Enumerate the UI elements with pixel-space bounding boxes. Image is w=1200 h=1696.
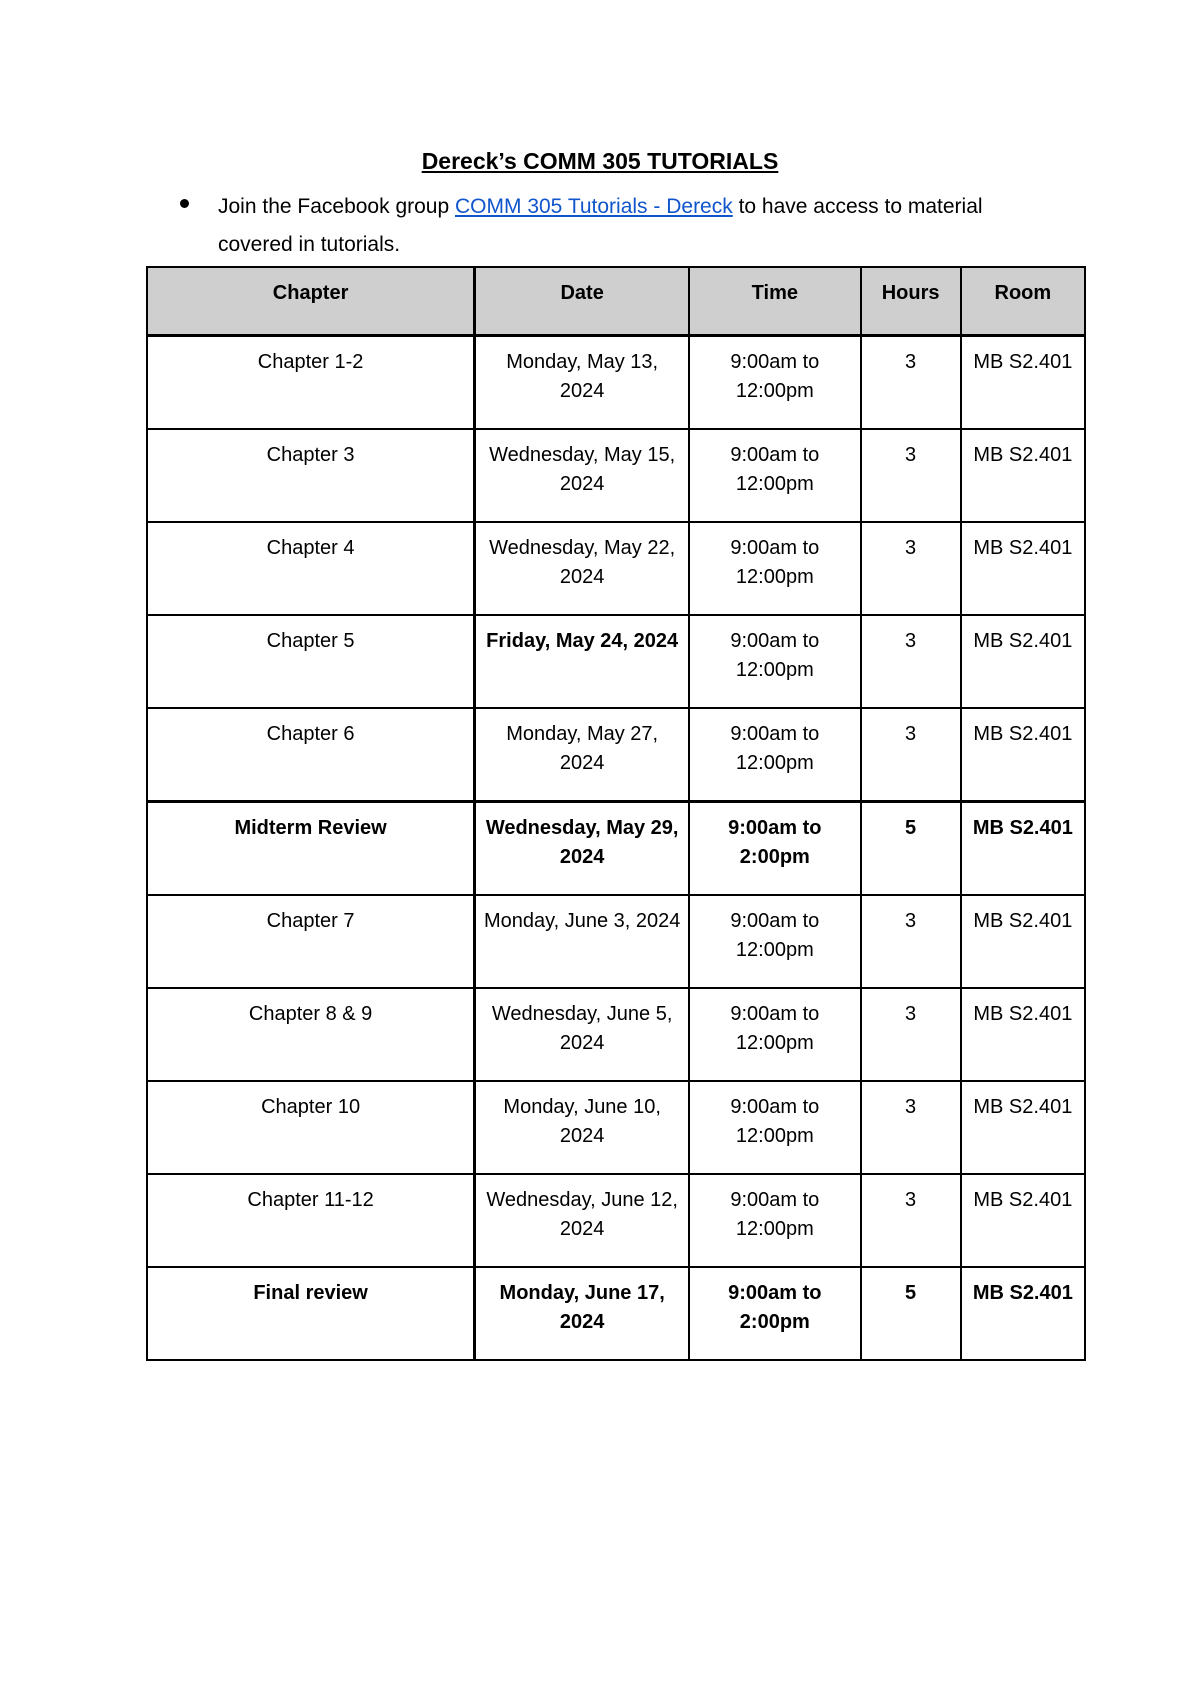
cell-hours: 3 [861,1081,961,1174]
cell-room: MB S2.401 [961,1081,1085,1174]
intro-prefix: Join the Facebook group [218,195,455,218]
cell-room: MB S2.401 [961,1174,1085,1267]
cell-room: MB S2.401 [961,429,1085,522]
table-row [147,895,1085,988]
facebook-group-link[interactable]: COMM 305 Tutorials - Dereck [455,195,733,218]
cell-time: 9:00am to 12:00pm [689,429,860,522]
table-row [147,1267,1085,1360]
cell-chapter: Chapter 4 [147,522,475,615]
cell-hours: 3 [861,988,961,1081]
cell-hours: 3 [861,615,961,708]
cell-date: Friday, May 24, 2024 [475,615,689,708]
cell-room: MB S2.401 [961,708,1085,802]
cell-hours: 3 [861,336,961,430]
table-header-row [147,267,1085,336]
table-row [147,708,1085,802]
cell-chapter: Chapter 8 & 9 [147,988,475,1081]
cell-room: MB S2.401 [961,895,1085,988]
cell-hours: 5 [861,1267,961,1360]
cell-chapter: Chapter 10 [147,1081,475,1174]
cell-time: 9:00am to 12:00pm [689,615,860,708]
intro-suffix: to have access to material covered in tutorials. [218,195,983,256]
intro-bullet [180,188,1060,264]
cell-chapter: Final review [147,1267,475,1360]
cell-chapter: Chapter 7 [147,895,475,988]
cell-time: 9:00am to 12:00pm [689,988,860,1081]
cell-date: Monday, June 3, 2024 [475,895,689,988]
table-row [147,429,1085,522]
cell-room: MB S2.401 [961,988,1085,1081]
cell-date: Wednesday, June 5, 2024 [475,988,689,1081]
table-row [147,615,1085,708]
cell-date: Wednesday, May 15, 2024 [475,429,689,522]
cell-time: 9:00am to 12:00pm [689,522,860,615]
header-date: Date [475,267,689,336]
header-hours: Hours [861,267,961,336]
table-row [147,988,1085,1081]
cell-time: 9:00am to 2:00pm [689,802,860,896]
cell-chapter: Chapter 5 [147,615,475,708]
cell-room: MB S2.401 [961,522,1085,615]
page-title: Dereck’s COMM 305 TUTORIALS [421,148,779,174]
intro-text [218,188,1060,264]
cell-hours: 3 [861,522,961,615]
cell-hours: 3 [861,1174,961,1267]
header-chapter: Chapter [147,267,475,336]
table-row [147,1081,1085,1174]
cell-date: Monday, May 13, 2024 [475,336,689,430]
cell-chapter: Chapter 3 [147,429,475,522]
cell-hours: 5 [861,802,961,896]
bullet-icon [180,199,189,208]
table-row [147,1174,1085,1267]
cell-hours: 3 [861,429,961,522]
cell-time: 9:00am to 12:00pm [689,336,860,430]
cell-time: 9:00am to 12:00pm [689,1081,860,1174]
cell-date: Wednesday, May 29, 2024 [475,802,689,896]
cell-chapter: Chapter 6 [147,708,475,802]
cell-date: Monday, June 10, 2024 [475,1081,689,1174]
cell-date: Wednesday, June 12, 2024 [475,1174,689,1267]
tutorial-schedule-table [146,266,1086,1361]
cell-room: MB S2.401 [961,802,1085,896]
cell-time: 9:00am to 12:00pm [689,1174,860,1267]
cell-chapter: Chapter 1-2 [147,336,475,430]
header-room: Room [961,267,1085,336]
table-row [147,802,1085,896]
cell-time: 9:00am to 12:00pm [689,895,860,988]
cell-room: MB S2.401 [961,336,1085,430]
cell-room: MB S2.401 [961,1267,1085,1360]
cell-chapter: Midterm Review [147,802,475,896]
cell-chapter: Chapter 11-12 [147,1174,475,1267]
cell-hours: 3 [861,708,961,802]
cell-date: Wednesday, May 22, 2024 [475,522,689,615]
cell-time: 9:00am to 2:00pm [689,1267,860,1360]
cell-hours: 3 [861,895,961,988]
table-row [147,336,1085,430]
table-row [147,522,1085,615]
cell-date: Monday, May 27, 2024 [475,708,689,802]
cell-date: Monday, June 17, 2024 [475,1267,689,1360]
header-time: Time [689,267,860,336]
cell-room: MB S2.401 [961,615,1085,708]
cell-time: 9:00am to 12:00pm [689,708,860,802]
